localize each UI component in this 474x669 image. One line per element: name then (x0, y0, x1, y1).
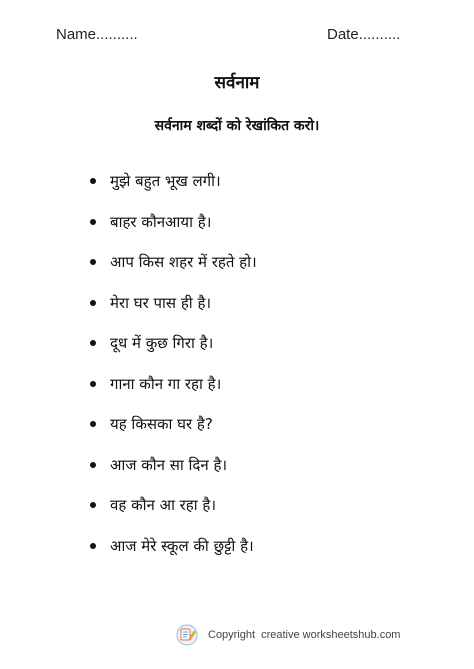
bullet-icon (90, 300, 96, 306)
sentence-text: मेरा घर पास ही है। (110, 293, 212, 312)
list-item (90, 494, 257, 535)
footer-site: creative worksheetshub.com (261, 629, 401, 641)
worksheet-instruction: सर्वनाम शब्दों को रेखांकित करो। (154, 118, 320, 134)
bullet-icon (90, 381, 96, 387)
list-item (90, 373, 257, 414)
bullet-icon (90, 421, 96, 427)
sentence-text: वह कौन आ रहा है। (110, 496, 217, 514)
name-field: Name.......... (56, 26, 138, 43)
sentence-text: यह किसका घर है? (110, 415, 213, 433)
sentence-text: गाना कौन गा रहा है। (110, 374, 222, 393)
sentence-text: आप किस शहर में रहते हो। (110, 253, 257, 271)
bullet-icon (90, 340, 96, 346)
list-item (90, 413, 257, 454)
list-item (90, 535, 257, 576)
bullet-icon (90, 543, 96, 549)
list-item (90, 292, 257, 333)
bullet-icon (90, 462, 96, 468)
footer (176, 624, 400, 646)
sentence-text: दूध में कुछ गिरा है। (110, 334, 214, 352)
list-item (90, 211, 257, 252)
bullet-icon (90, 259, 96, 265)
sentence-text: मुझे बहुत भूख लगी। (110, 172, 221, 190)
sentence-text: आज मेरे स्कूल की छुट्टी है। (110, 536, 254, 555)
bullet-icon (90, 219, 96, 225)
list-item (90, 170, 257, 211)
sentence-text: आज कौन सा दिन है। (110, 455, 228, 474)
worksheet-logo-icon (176, 624, 198, 646)
sentence-text: बाहर कौनआया है। (110, 212, 212, 231)
list-item (90, 251, 257, 292)
bullet-icon (90, 178, 96, 184)
copyright-label: Copyright (208, 629, 256, 641)
worksheet-title: सर्वनाम (214, 73, 260, 93)
list-item (90, 332, 257, 373)
date-field: Date.......... (327, 26, 401, 43)
list-item (90, 454, 257, 495)
sentence-list (90, 170, 257, 575)
bullet-icon (90, 502, 96, 508)
